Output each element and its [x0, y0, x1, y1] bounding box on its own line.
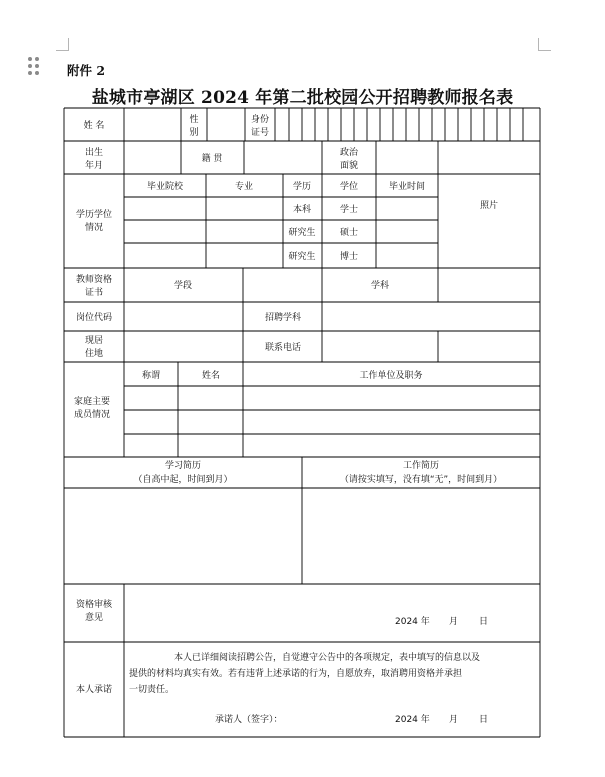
label-review-1: 资格审核 [75, 600, 113, 610]
label-work-history: 工作简历 [402, 461, 440, 471]
label-cert-2: 证书 [84, 288, 104, 298]
form-title: 盐城市亭湖区 2024 年第二批校园公开招聘教师报名表 [91, 88, 514, 108]
attachment-label: 附件 2 [67, 63, 106, 78]
label-subject: 学科 [370, 281, 390, 291]
label-id-2: 证号 [250, 128, 270, 138]
header-degree-level: 学历 [292, 182, 312, 192]
label-family-2: 成员情况 [73, 410, 111, 420]
label-education-1: 学历学位 [75, 210, 113, 220]
header-graduation-time: 毕业时间 [388, 182, 426, 192]
label-address-1: 现居 [84, 336, 104, 346]
level-bachelor: 本科 [292, 205, 312, 215]
header-school: 毕业院校 [146, 182, 184, 192]
pledge-date-month: 月 [449, 715, 459, 725]
header-major: 专业 [234, 182, 254, 192]
pledge-text-line-2: 提供的材料均真实有效。若有违背上述承诺的行为，自愿放弃，取消聘用资格并承担 [129, 669, 463, 679]
label-phone: 联系电话 [264, 343, 302, 353]
label-birth-1: 出生 [84, 148, 104, 158]
label-gender-1: 性 [189, 115, 199, 125]
label-post-code: 岗位代码 [75, 313, 113, 323]
degree-master: 硕士 [339, 228, 359, 238]
table-grid-lines [64, 108, 540, 737]
label-education-2: 情况 [84, 223, 104, 233]
note-study-history: （自高中起，时间到月） [133, 475, 233, 485]
review-date-day: 日 [479, 617, 489, 627]
header-member-name: 姓名 [201, 371, 221, 381]
header-employer: 工作单位及职务 [359, 371, 423, 381]
degree-doctor: 博士 [339, 252, 359, 262]
label-recruit-subject: 招聘学科 [264, 313, 302, 323]
label-id-1: 身份 [250, 115, 270, 125]
review-date-month: 月 [449, 617, 459, 627]
review-date-year: 2024 年 [395, 617, 430, 627]
label-pledge: 本人承诺 [75, 685, 113, 695]
label-political-1: 政治 [339, 148, 359, 158]
pledge-date-year: 2024 年 [395, 715, 430, 725]
pledge-signer: 承诺人（签字）： [215, 715, 283, 725]
label-review-2: 意见 [84, 613, 104, 623]
label-name: 姓 名 [83, 121, 105, 131]
label-photo: 照片 [479, 201, 499, 211]
label-birth-2: 年月 [84, 161, 104, 171]
label-address-2: 住地 [84, 349, 104, 359]
label-stage: 学段 [173, 281, 193, 291]
label-cert-1: 教师资格 [75, 275, 113, 285]
level-graduate-doctor: 研究生 [288, 252, 316, 262]
pledge-text-line-3: 一切责任。 [129, 685, 175, 695]
label-study-history: 学习简历 [164, 461, 202, 471]
label-family-1: 家庭主要 [73, 397, 111, 407]
degree-bachelor: 学士 [339, 205, 359, 215]
label-native-place: 籍 贯 [201, 154, 223, 164]
header-relation: 称谓 [141, 371, 161, 381]
header-degree: 学位 [339, 182, 359, 192]
pledge-date-day: 日 [479, 715, 489, 725]
level-graduate-master: 研究生 [288, 228, 316, 238]
note-work-history: （请按实填写，没有填“无”，时间到月） [339, 475, 503, 485]
pledge-text-line-1: 本人已详细阅读招聘公告，自觉遵守公告中的各项规定，表中填写的信息以及 [174, 653, 481, 663]
label-gender-2: 别 [189, 128, 199, 138]
label-political-2: 面貌 [339, 161, 359, 171]
